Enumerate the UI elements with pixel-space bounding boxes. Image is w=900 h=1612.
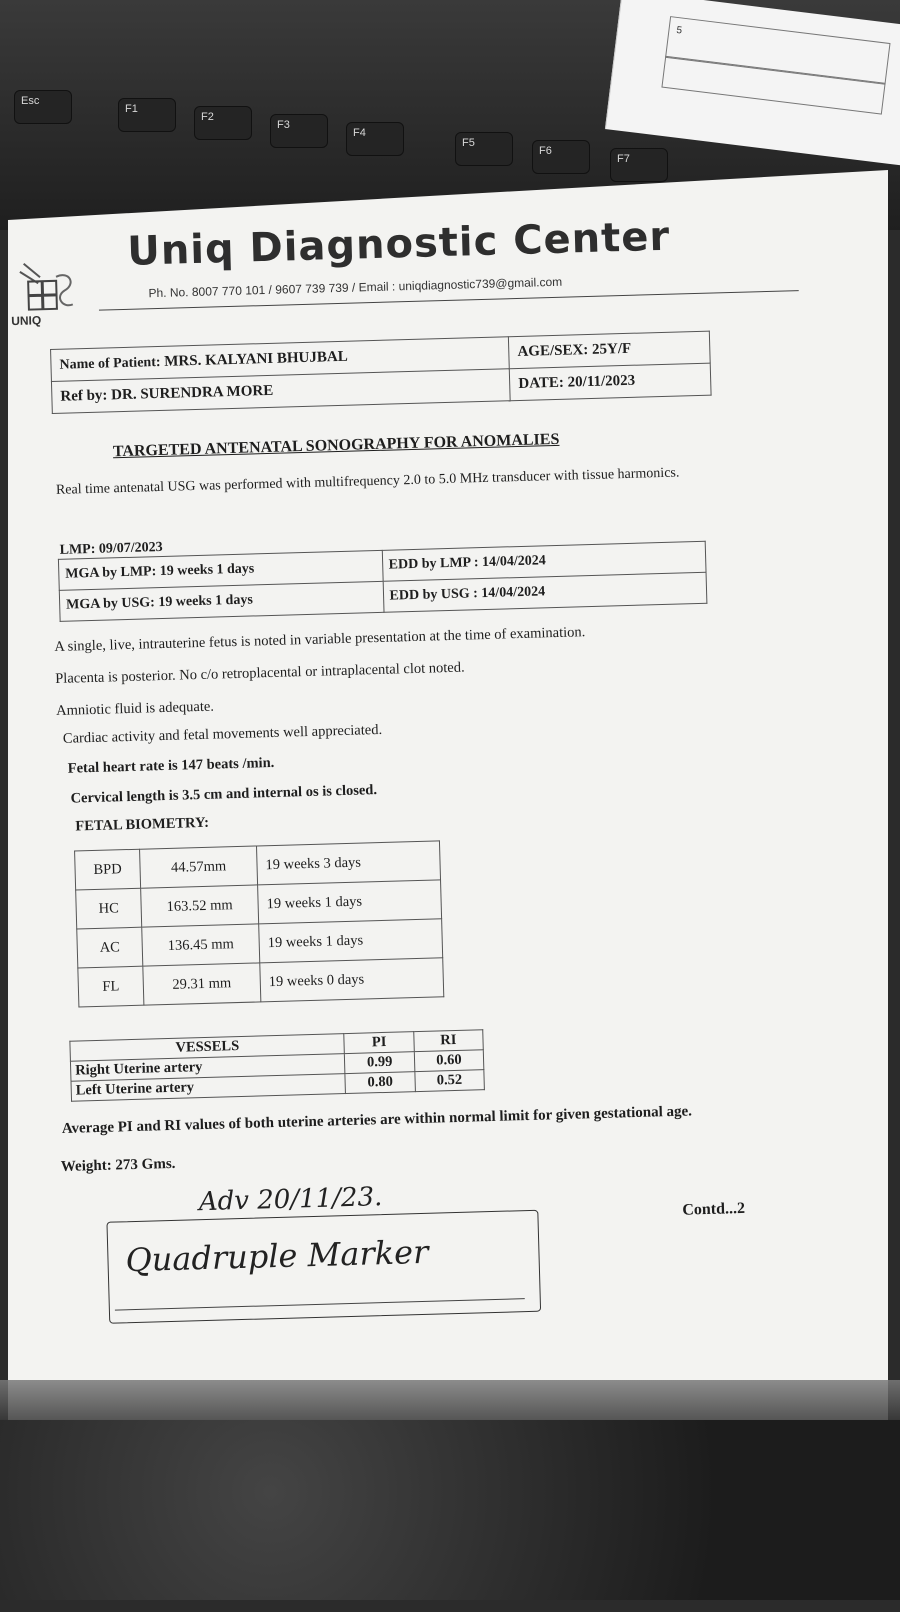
finding-fetus: A single, live, intrauterine fetus is noted in variable presentation at the time of examination. (54, 624, 586, 656)
key-f3: F3 (270, 114, 328, 148)
biometry-age: 19 weeks 0 days (260, 958, 444, 1002)
ref-doctor: DR. SURENDRA MORE (110, 382, 274, 404)
edd-usg-cell: EDD by USG : 14/04/2024 (383, 572, 707, 612)
finding-heart-rate: Fetal heart rate is 147 beats /min. (67, 754, 275, 777)
biometry-value: 163.52 mm (141, 885, 259, 927)
handwritten-advice-date: Adv 20/11/23. (198, 1182, 383, 1218)
pi-header: PI (344, 1032, 414, 1054)
date-cell (509, 363, 711, 401)
patient-info-table (50, 331, 712, 414)
finding-cardiac: Cardiac activity and fetal movements well appreciated. (62, 721, 383, 747)
handwritten-test-name: Quadruple Marker (124, 1232, 429, 1280)
age-sex-label: AGE/SEX: (517, 342, 589, 360)
vessel-ri: 0.60 (414, 1050, 484, 1072)
edd-lmp-cell: EDD by LMP : 14/04/2024 (382, 541, 706, 581)
date-label: DATE: (518, 374, 565, 392)
key-f6: F6 (532, 140, 590, 174)
ref-label: Ref by: (60, 387, 108, 405)
mga-lmp-cell: MGA by LMP: 19 weeks 1 days (58, 550, 382, 590)
finding-amniotic: Amniotic fluid is adequate. (55, 698, 215, 719)
vessel-name: Left Uterine artery (71, 1074, 346, 1102)
biometry-age: 19 weeks 1 days (258, 880, 442, 924)
vessels-table (69, 1029, 485, 1102)
biometry-param: HC (76, 888, 142, 929)
center-name: Uniq Diagnostic Center (126, 213, 671, 275)
date-value: 20/11/2023 (567, 372, 636, 391)
biometry-value: 44.57mm (140, 846, 258, 888)
continued-note: Contd...2 (682, 1199, 746, 1219)
biometry-heading: FETAL BIOMETRY: (75, 814, 210, 835)
biometry-value: 29.31 mm (143, 963, 261, 1005)
mga-usg-cell: MGA by USG: 19 weeks 1 days (59, 581, 383, 621)
key-esc: Esc (14, 90, 72, 124)
vessel-pi: 0.99 (345, 1052, 415, 1074)
key-f7: F7 (610, 148, 668, 182)
fetal-weight: Weight: 273 Gms. (60, 1155, 176, 1176)
biometry-age: 19 weeks 3 days (257, 841, 441, 885)
key-f5: F5 (455, 132, 513, 166)
logo-text: UNIQ (11, 313, 42, 329)
key-f1: F1 (118, 98, 176, 132)
lmp-line: LMP: 09/07/2023 (59, 539, 163, 558)
fetal-biometry-table (74, 840, 444, 1007)
biometry-param: FL (78, 966, 144, 1007)
vessels-header: VESSELS (70, 1034, 345, 1062)
biometry-param: BPD (75, 849, 141, 890)
slip-number: 5 (675, 24, 683, 37)
patient-name-label: Name of Patient: (59, 354, 161, 373)
key-f4: F4 (346, 122, 404, 156)
biometry-param: AC (77, 927, 143, 968)
contact-line: Ph. No. 8007 770 101 / 9607 739 739 / Email : uniqdiagnostic739@gmail.com (148, 274, 563, 301)
ri-header: RI (413, 1030, 483, 1052)
finding-cervical: Cervical length is 3.5 cm and internal os is closed. (70, 782, 378, 807)
vessel-ri: 0.52 (415, 1070, 485, 1092)
biometry-value: 136.45 mm (142, 924, 260, 966)
report-title: TARGETED ANTENATAL SONOGRAPHY FOR ANOMALIES (112, 430, 560, 461)
finding-placenta: Placenta is posterior. No c/o retroplacental or intraplacental clot noted. (55, 659, 465, 688)
average-note: Average PI and RI values of both uterine arteries are within normal limit for given gestational age. (61, 1103, 693, 1138)
patient-name: MRS. KALYANI BHUJBAL (164, 348, 348, 370)
vessel-name: Right Uterine artery (70, 1054, 345, 1082)
key-f2: F2 (194, 106, 252, 140)
age-sex-value: 25Y/F (591, 340, 632, 358)
vessel-pi: 0.80 (345, 1072, 415, 1094)
intro-paragraph: Real time antenatal USG was performed with multifrequency 2.0 to 5.0 MHz transducer with tissue harmonics. (55, 465, 680, 498)
biometry-age: 19 weeks 1 days (259, 919, 443, 963)
